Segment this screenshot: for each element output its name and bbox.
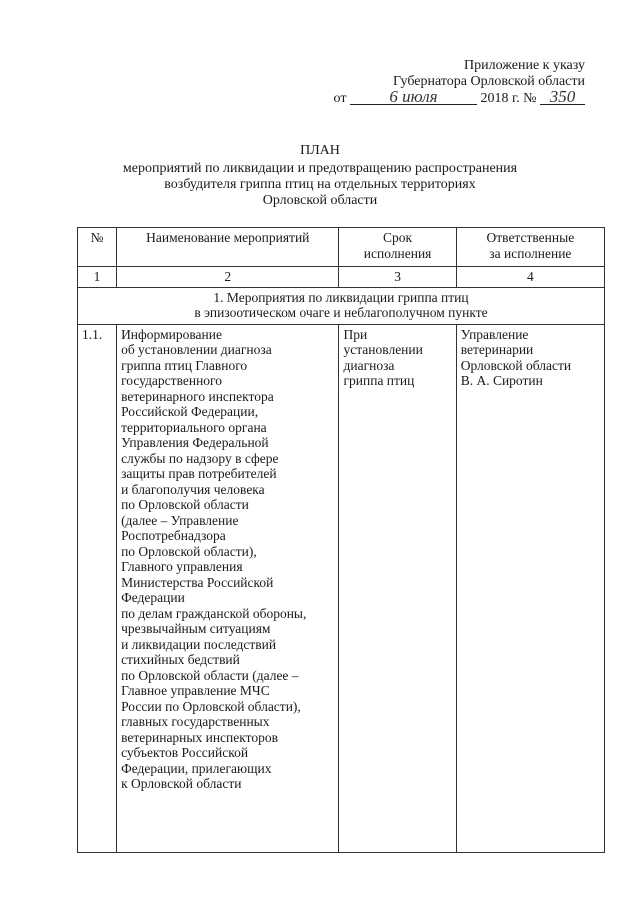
column-number: 1 [78, 267, 117, 288]
term-text-line: диагноза [343, 357, 395, 373]
activity-text-line: субъектов Российской [121, 745, 249, 760]
responsible-cell [456, 324, 604, 852]
term-text-line: установлении [343, 342, 423, 357]
title-line-1: мероприятий по ликвидации и предотвращению распространения [122, 161, 518, 176]
responsible-text-line: Орловской области [460, 357, 572, 373]
activity-text-line: по Орловской области (далее – [121, 667, 299, 683]
activity-text-line: ветеринарного инспектора [121, 388, 274, 404]
activity-text-line: Федерации, прилегающих [121, 760, 272, 776]
activity-text-line: Роспотребнадзора [121, 528, 226, 543]
activity-text-line: Главное управление МЧС [121, 683, 270, 698]
activity-text-line: Управления Федеральной [121, 435, 269, 450]
term-cell [339, 324, 456, 852]
appendix-line-2: Губернатора Орловской области [392, 74, 585, 89]
term-text-line: гриппа птиц [343, 373, 415, 388]
activity-text-line: и ликвидации последствий [121, 636, 277, 652]
responsible-text-line: ветеринарии [460, 342, 534, 357]
term-text-line: При [343, 326, 368, 342]
responsible-text-line: Управление [460, 326, 529, 342]
document-title [0, 143, 640, 209]
header-responsible: Ответственные за исполнение [456, 228, 604, 267]
header-term: Срок исполнения [339, 228, 456, 267]
plan-table [77, 227, 605, 853]
activity-text-line: ветеринарных инспекторов [121, 729, 278, 745]
row-number: 1.1. [78, 324, 117, 852]
column-number: 4 [456, 267, 604, 288]
column-number-row [78, 267, 605, 288]
activity-text-line: по Орловской области [121, 497, 249, 512]
title-line-3: Орловской области [262, 193, 378, 208]
activity-text-line: территориального органа [121, 419, 267, 435]
activity-text-line: Российской Федерации, [121, 404, 259, 419]
activity-text-line: главных государственных [121, 714, 270, 729]
activity-text-line: Федерации [121, 590, 185, 605]
activity-text-line: государственного [121, 373, 223, 388]
table-row [78, 324, 605, 852]
activity-text-line: гриппа птиц Главного [121, 357, 248, 373]
section-row [78, 287, 605, 324]
activity-text-line: чрезвычайным ситуациям [121, 621, 271, 636]
title-line-2: возбудителя гриппа птиц на отдельных территориях [164, 177, 476, 192]
date-suffix: 2018 г. № [480, 91, 537, 106]
header-activity: Наименование мероприятий [117, 228, 339, 267]
table-header-row [78, 228, 605, 267]
activity-cell [117, 324, 339, 852]
activity-text-line: России по Орловской области), [121, 698, 301, 714]
activity-text-line: по Орловской области), [121, 543, 257, 559]
activity-text-line: стихийных бедствий [121, 652, 240, 667]
title-main: ПЛАН [300, 143, 340, 158]
appendix-date-line [333, 87, 585, 107]
column-number: 3 [339, 267, 456, 288]
activity-text-line: к Орловской области [121, 776, 242, 791]
date-prefix: от [333, 91, 347, 106]
appendix-header [334, 58, 585, 107]
activity-text-line: (далее – Управление [121, 512, 239, 528]
handwritten-date: 6 июля [350, 90, 477, 105]
activity-text-line: службы по надзору в сфере [121, 450, 279, 466]
activity-text-line: Министерства Российской [121, 574, 274, 590]
activity-text-line: защиты прав потребителей [121, 466, 277, 481]
header-number: № [78, 228, 117, 267]
handwritten-number: 350 [540, 90, 585, 105]
activity-text-line: и благополучия человека [121, 481, 265, 497]
activity-text-line: об установлении диагноза [121, 342, 272, 357]
column-number: 2 [117, 267, 339, 288]
activity-text-line: по делам гражданской обороны, [121, 605, 307, 621]
appendix-line-1: Приложение к указу [464, 58, 585, 73]
responsible-text-line: В. А. Сиротин [460, 373, 543, 388]
activity-text-line: Главного управления [121, 559, 243, 574]
section-title: 1. Мероприятия по ликвидации гриппа птиц в эпизоотическом очаге и неблагополучном пункте [78, 287, 605, 324]
activity-text-line: Информирование [121, 326, 222, 342]
